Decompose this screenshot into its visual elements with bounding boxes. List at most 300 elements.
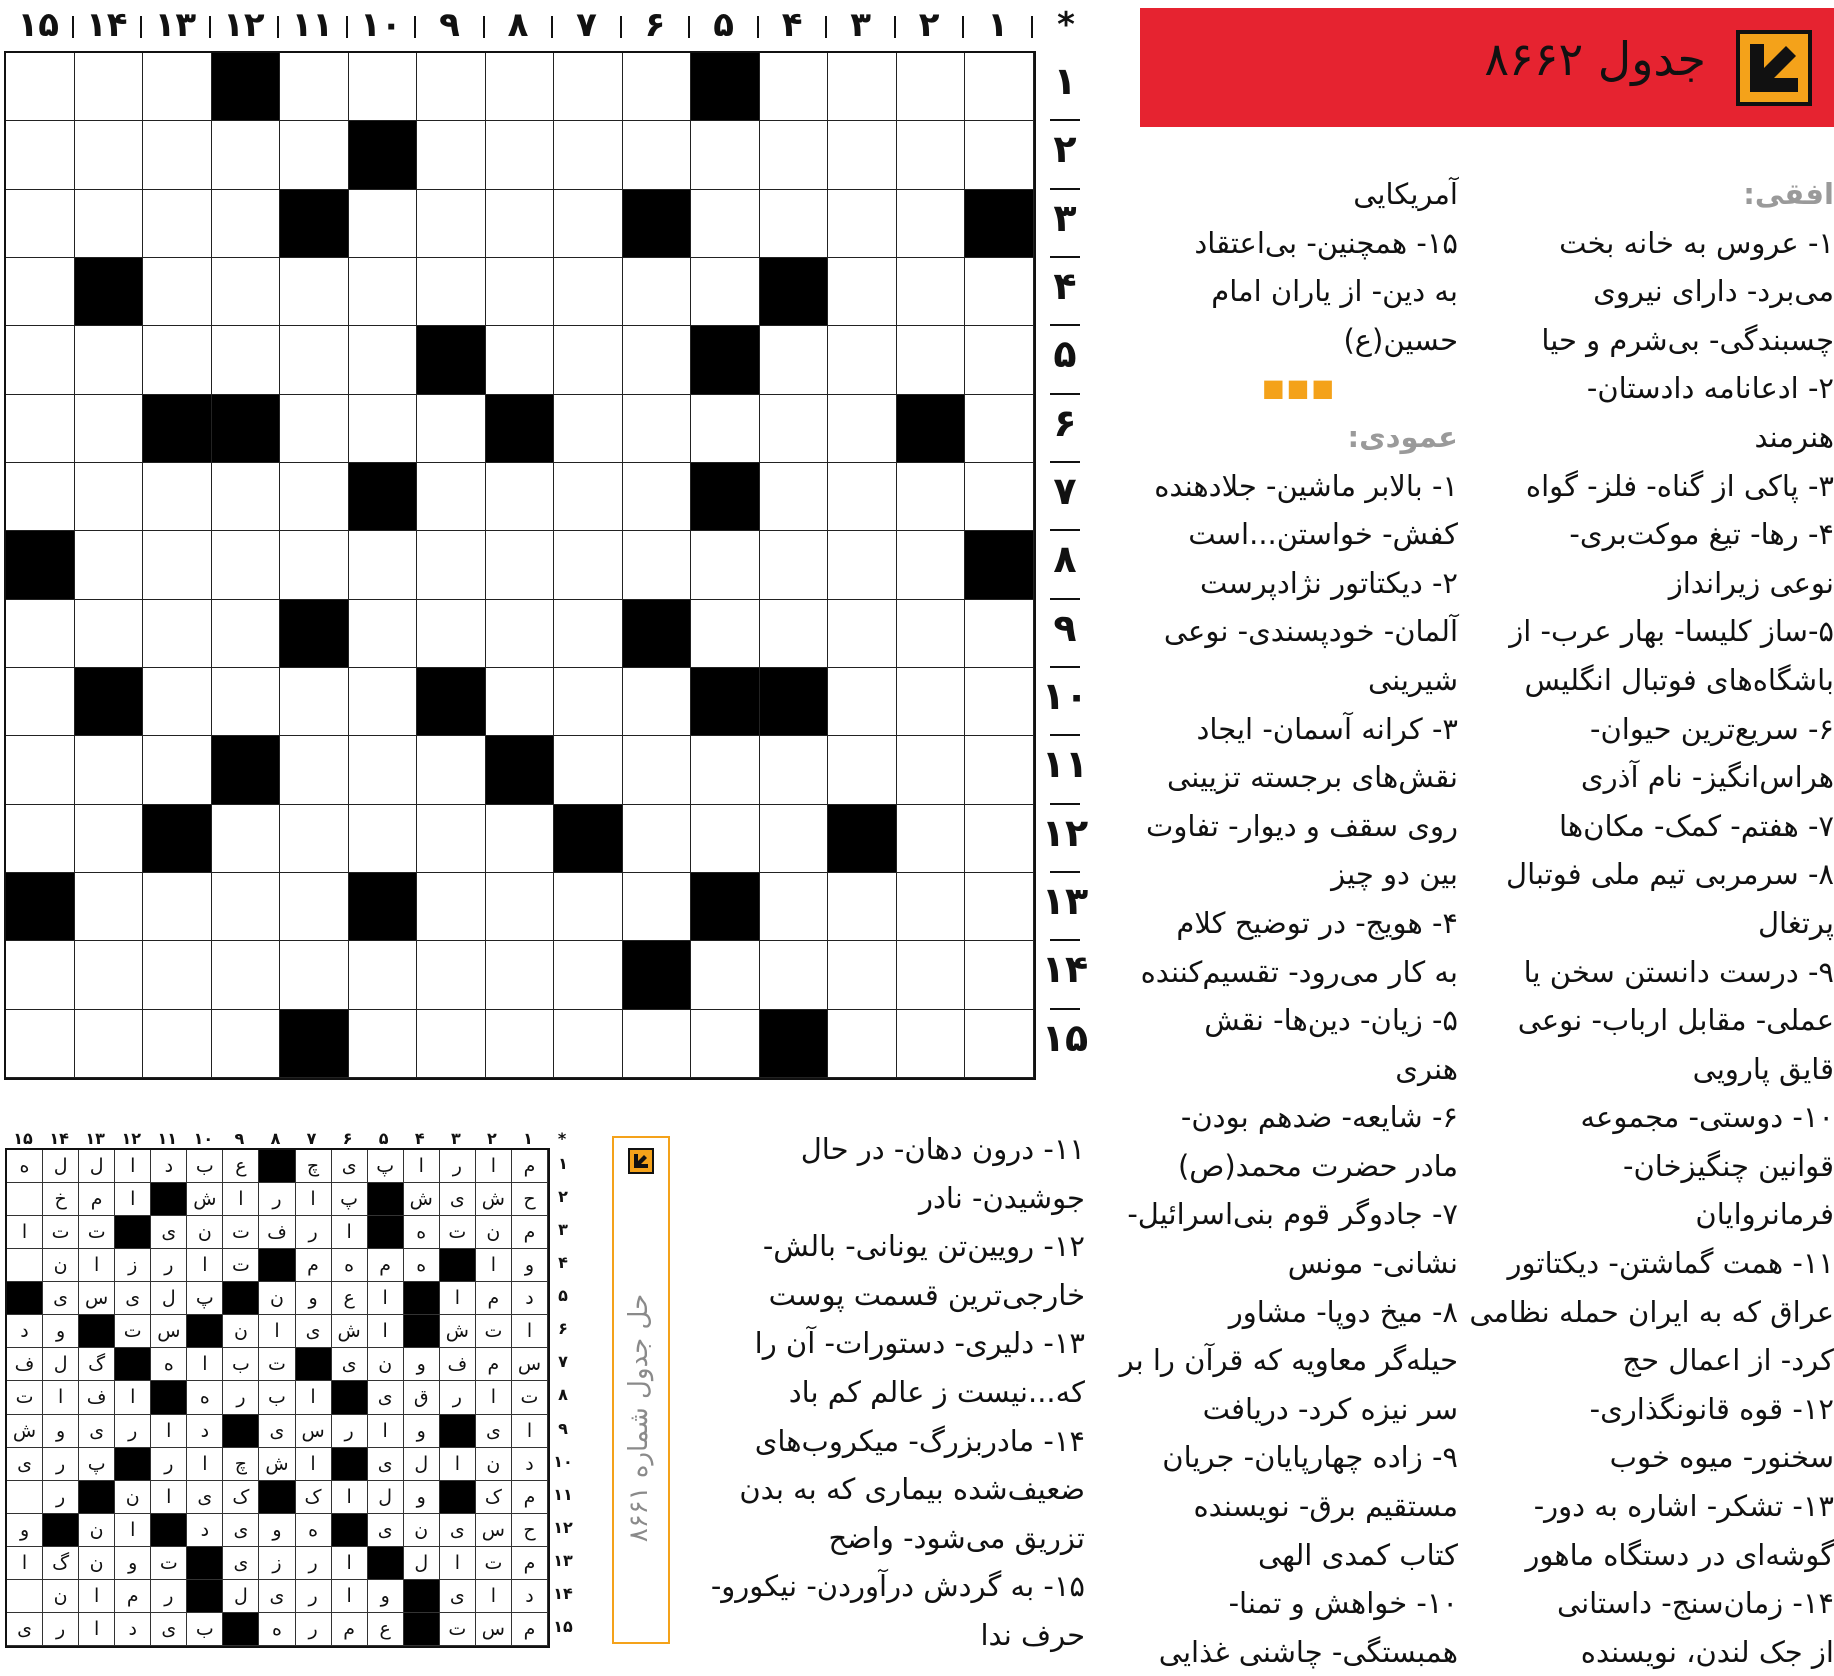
solution-cell — [151, 1514, 187, 1547]
solution-cell: چ — [296, 1150, 332, 1183]
grid-cell — [75, 600, 144, 668]
grid-cell — [6, 805, 75, 873]
solution-cell: ل — [151, 1282, 187, 1315]
solution-cell: ا — [476, 1381, 512, 1414]
grid-cell — [828, 463, 897, 531]
grid-cell — [965, 395, 1034, 463]
solution-cell: و — [404, 1415, 440, 1448]
grid-cell — [143, 53, 212, 121]
solution-cell: ا — [332, 1547, 368, 1580]
solution-cell: د — [187, 1514, 223, 1547]
solution-row-number: ۱۰ — [553, 1451, 573, 1471]
solution-cell: ا — [440, 1547, 476, 1580]
grid-cell — [349, 1010, 418, 1078]
solution-cell: ه — [332, 1249, 368, 1282]
solution-cell: م — [512, 1216, 548, 1249]
grid-cell — [965, 53, 1034, 121]
solution-column-number: ۱۱ — [157, 1129, 178, 1148]
grid-cell — [965, 463, 1034, 531]
solution-cell: ن — [476, 1216, 512, 1249]
solution-cell: ش — [187, 1183, 223, 1216]
solution-column-number: ۲ — [487, 1129, 497, 1148]
solution-cell: ا — [368, 1415, 404, 1448]
column-number: ۲ — [918, 5, 940, 45]
grid-cell — [760, 258, 829, 326]
grid-cell — [760, 121, 829, 189]
grid-cell — [349, 463, 418, 531]
column-number: ۱ — [987, 5, 1009, 45]
grid-cell — [75, 1010, 144, 1078]
solution-row-number: ۱۳ — [553, 1550, 573, 1570]
grid-cell — [6, 121, 75, 189]
solution-column-number: ۴ — [414, 1129, 425, 1148]
grid-cell — [486, 121, 555, 189]
solution-cell: ی — [259, 1415, 295, 1448]
grid-cell — [554, 190, 623, 258]
solution-cell: ر — [151, 1448, 187, 1481]
clue-line: ۱۱- همت گماشتن- دیکتاتور — [1507, 1246, 1834, 1281]
down-clues-continued — [705, 1125, 1085, 1660]
grid-cell — [212, 463, 281, 531]
solution-cell: ی — [296, 1315, 332, 1348]
clue-line: حیله‌گر معاویه که قرآن را بر — [1119, 1343, 1458, 1378]
grid-cell — [143, 326, 212, 394]
solution-cell: ا — [187, 1348, 223, 1381]
grid-cell — [897, 600, 966, 668]
solution-cell: ر — [332, 1415, 368, 1448]
grid-cell — [554, 1010, 623, 1078]
solution-cell: ب — [259, 1381, 295, 1414]
grid-cell — [6, 463, 75, 531]
solution-cell — [296, 1348, 332, 1381]
solution-cell — [404, 1315, 440, 1348]
grid-cell — [691, 736, 760, 804]
solution-cell: ی — [476, 1415, 512, 1448]
clue-line: عراق که به ایران حمله نظامی — [1469, 1294, 1834, 1329]
clue-line: عمودی: — [1347, 419, 1458, 454]
grid-cell — [965, 600, 1034, 668]
column-number: ۳ — [850, 5, 872, 45]
grid-cell — [897, 736, 966, 804]
solution-cell — [223, 1415, 259, 1448]
solution-cell: و — [404, 1481, 440, 1514]
grid-cell — [760, 873, 829, 941]
solution-cell: ا — [296, 1183, 332, 1216]
solution-row-number: ۸ — [558, 1385, 568, 1405]
solution-cell: م — [476, 1282, 512, 1315]
clue-line: ۵- زیان- دین‌ها- نقش — [1204, 1003, 1458, 1038]
clue-line: نوعی زیرانداز — [1668, 565, 1834, 600]
grid-cell — [143, 258, 212, 326]
clue-line: نشانی- مونس — [1287, 1246, 1458, 1281]
solution-cell: ی — [332, 1348, 368, 1381]
clue-line: سخنور- میوه خوب — [1609, 1440, 1834, 1475]
grid-cell — [417, 873, 486, 941]
solution-row-number: ۱۵ — [553, 1616, 573, 1636]
solution-cell — [79, 1315, 115, 1348]
solution-cell: ف — [79, 1381, 115, 1414]
grid-cell — [75, 941, 144, 1009]
column-separator — [483, 16, 485, 38]
grid-cell — [280, 1010, 349, 1078]
solution-cell: ت — [476, 1315, 512, 1348]
grid-cell — [623, 531, 692, 599]
solution-cell: ش — [259, 1448, 295, 1481]
grid-cell — [486, 736, 555, 804]
puzzle-header — [1140, 8, 1834, 127]
solution-cell: ا — [332, 1481, 368, 1514]
clue-line: هراس‌انگیز- نام آذری — [1580, 760, 1834, 795]
solution-cell: گ — [43, 1547, 79, 1580]
grid-cell — [965, 531, 1034, 599]
solution-column-number: ۵ — [378, 1129, 389, 1148]
solution-cell: د — [115, 1613, 151, 1646]
solution-cell: ر — [223, 1381, 259, 1414]
row-number: ۱۲ — [1041, 810, 1089, 855]
solution-column-number: ۱۳ — [85, 1129, 105, 1148]
solution-cell — [368, 1547, 404, 1580]
solution-cell: ا — [259, 1315, 295, 1348]
grid-cell — [760, 805, 829, 873]
clue-line: چسبندگی- بی‌شرم و حیا — [1541, 322, 1834, 357]
solution-cell: س — [151, 1315, 187, 1348]
row-separator — [1050, 188, 1080, 190]
solution-row-number: ۱۱ — [553, 1484, 573, 1504]
solution-cell: و — [512, 1249, 548, 1282]
solution-cell: ف — [7, 1348, 43, 1381]
grid-cell — [554, 805, 623, 873]
row-separator — [1050, 393, 1080, 395]
clue-line: مستقیم برق- نویسنده — [1193, 1489, 1458, 1524]
grid-cell — [6, 395, 75, 463]
solution-cell: ف — [259, 1216, 295, 1249]
solution-cell: ر — [151, 1580, 187, 1613]
solution-cell — [43, 1514, 79, 1547]
solution-cell: ن — [43, 1580, 79, 1613]
solution-cell: ت — [476, 1547, 512, 1580]
row-number: ۱۴ — [1041, 947, 1089, 992]
solution-cell: ر — [440, 1150, 476, 1183]
solution-cell — [404, 1282, 440, 1315]
solution-cell: د — [512, 1282, 548, 1315]
grid-cell — [212, 1010, 281, 1078]
solution-cell: ن — [115, 1481, 151, 1514]
grid-cell — [280, 53, 349, 121]
grid-cell — [486, 668, 555, 736]
column-separator — [757, 16, 759, 38]
grid-cell — [6, 190, 75, 258]
clue-line: ۳- پاکی از گناه- فلز- گواه — [1525, 468, 1834, 503]
solution-cell: ر — [296, 1547, 332, 1580]
column-separator — [894, 16, 896, 38]
grid-cell — [6, 531, 75, 599]
solution-cell: د — [7, 1315, 43, 1348]
solution-cell: ن — [187, 1216, 223, 1249]
solution-cell: ی — [79, 1415, 115, 1448]
grid-cell — [760, 395, 829, 463]
clue-line: ۱۲- رویین‌تن یونانی- بالش- — [762, 1229, 1085, 1264]
grid-cell — [143, 531, 212, 599]
grid-cell — [760, 463, 829, 531]
solution-column-number: ۹ — [234, 1129, 245, 1148]
grid-cell — [486, 258, 555, 326]
grid-cell — [554, 121, 623, 189]
grid-cell — [623, 121, 692, 189]
grid-cell — [486, 600, 555, 668]
solution-cell: گ — [79, 1348, 115, 1381]
solution-cell — [223, 1282, 259, 1315]
solution-cell: ت — [259, 1348, 295, 1381]
grid-cell — [417, 531, 486, 599]
solution-cell: س — [476, 1613, 512, 1646]
grid-cell — [760, 668, 829, 736]
grid-cell — [75, 531, 144, 599]
solution-cell: ل — [79, 1150, 115, 1183]
solution-cell: د — [512, 1448, 548, 1481]
grid-cell — [965, 668, 1034, 736]
grid-cell — [554, 463, 623, 531]
grid-cell — [486, 873, 555, 941]
grid-cell — [349, 668, 418, 736]
clue-line: ۱۲- قوه قانونگذاری- — [1589, 1391, 1834, 1426]
grid-cell — [280, 600, 349, 668]
clue-line: از جک لندن، نویسنده — [1580, 1634, 1834, 1669]
grid-cell — [349, 395, 418, 463]
solution-cell: ی — [151, 1216, 187, 1249]
solution-cell — [259, 1249, 295, 1282]
grid-cell — [897, 668, 966, 736]
solution-cell — [7, 1580, 43, 1613]
solution-cell: ا — [43, 1381, 79, 1414]
solution-cell: س — [476, 1514, 512, 1547]
solution-cell: ر — [296, 1216, 332, 1249]
grid-cell — [75, 121, 144, 189]
grid-cell — [623, 258, 692, 326]
grid-cell — [691, 668, 760, 736]
grid-cell — [623, 668, 692, 736]
grid-cell — [6, 326, 75, 394]
solution-cell: ه — [7, 1150, 43, 1183]
solution-cell: ا — [151, 1415, 187, 1448]
grid-cell — [349, 873, 418, 941]
solution-cell: ی — [7, 1448, 43, 1481]
solution-corner-symbol: * — [557, 1129, 567, 1148]
clue-line: ۱- بالابر ماشین- جلادهنده — [1154, 468, 1458, 503]
grid-cell — [212, 53, 281, 121]
grid-cell — [486, 805, 555, 873]
clue-line: حسین(ع) — [1343, 322, 1458, 357]
solution-cell — [7, 1183, 43, 1216]
solution-cell: ا — [115, 1183, 151, 1216]
grid-cell — [897, 805, 966, 873]
solution-cell: ا — [332, 1216, 368, 1249]
solution-cell: ا — [79, 1580, 115, 1613]
solution-cell — [440, 1481, 476, 1514]
solution-cell — [79, 1481, 115, 1514]
grid-cell — [554, 395, 623, 463]
clue-line: قایق پارویی — [1692, 1051, 1834, 1086]
row-number: ۱۱ — [1041, 742, 1089, 787]
solution-cell: و — [368, 1580, 404, 1613]
clue-line: ۱- عروس به خانه بخت — [1559, 225, 1834, 260]
solution-cell: ت — [223, 1249, 259, 1282]
grid-cell — [828, 326, 897, 394]
column-separator — [620, 16, 622, 38]
grid-cell — [212, 600, 281, 668]
arrow-corner-icon — [1736, 30, 1812, 106]
solution-cell: م — [512, 1150, 548, 1183]
solution-cell: ی — [151, 1613, 187, 1646]
grid-cell — [349, 531, 418, 599]
clue-line: ۱۵- به گردش درآوردن- نیکورو- — [710, 1569, 1085, 1604]
solution-cell: ش — [404, 1183, 440, 1216]
grid-cell — [212, 531, 281, 599]
clue-line: نقش‌های برجسته تزیینی — [1167, 760, 1458, 795]
row-separator — [1050, 666, 1080, 668]
row-number: ۵ — [1053, 332, 1077, 377]
solution-cell: پ — [332, 1183, 368, 1216]
grid-cell — [691, 395, 760, 463]
grid-cell — [212, 668, 281, 736]
solution-column-number: ۳ — [450, 1129, 461, 1148]
solution-cell — [440, 1249, 476, 1282]
grid-cell — [280, 121, 349, 189]
column-separator — [209, 16, 211, 38]
solution-column-number: ۱۲ — [121, 1129, 141, 1148]
clue-line: ۲- دیکتاتور نژادپرست — [1199, 565, 1458, 600]
row-number: ۹ — [1053, 605, 1077, 650]
clue-line: ۱۳- دلیری- دستورات- آن را — [754, 1326, 1085, 1361]
grid-cell — [417, 600, 486, 668]
clue-line: فرمانروایان — [1695, 1197, 1834, 1232]
solution-cell: ش — [476, 1183, 512, 1216]
solution-cell: ش — [332, 1315, 368, 1348]
grid-cell — [280, 190, 349, 258]
grid-cell — [691, 121, 760, 189]
solution-cell: ت — [512, 1381, 548, 1414]
grid-cell — [691, 53, 760, 121]
grid-cell — [760, 1010, 829, 1078]
solution-cell: ه — [404, 1249, 440, 1282]
grid-cell — [760, 326, 829, 394]
solution-cell: ی — [368, 1514, 404, 1547]
solution-cell: چ — [223, 1448, 259, 1481]
solution-cell: ب — [187, 1613, 223, 1646]
solution-cell — [187, 1547, 223, 1580]
solution-cell: س — [296, 1415, 332, 1448]
grid-cell — [828, 736, 897, 804]
grid-cell — [828, 805, 897, 873]
solution-title: حل جدول شماره ۸۶۶۱ — [624, 1293, 654, 1543]
solution-cell: ی — [259, 1580, 295, 1613]
grid-cell — [486, 941, 555, 1009]
column-number: ۱۲ — [223, 5, 265, 45]
solution-column-number: ۱۰ — [193, 1129, 214, 1148]
clue-line: گوشه‌ای در دستگاه ماهور — [1525, 1537, 1834, 1572]
clue-line: بین دو چیز — [1331, 857, 1458, 892]
grid-cell — [691, 873, 760, 941]
clue-line: تزریق می‌شود- واضح — [828, 1520, 1085, 1555]
clue-line: ۵-ساز کلیسا- بهار عرب- از — [1509, 614, 1834, 649]
grid-cell — [623, 190, 692, 258]
solution-cell: ر — [440, 1381, 476, 1414]
solution-cell: ت — [440, 1216, 476, 1249]
solution-cell: م — [332, 1613, 368, 1646]
grid-cell — [143, 1010, 212, 1078]
solution-cell: ه — [296, 1514, 332, 1547]
grid-cell — [280, 805, 349, 873]
grid-cell — [417, 1010, 486, 1078]
clue-line: قوانین چنگیزخان- — [1623, 1148, 1834, 1183]
grid-cell — [417, 805, 486, 873]
grid-cell — [828, 395, 897, 463]
grid-cell — [828, 873, 897, 941]
grid-cell — [691, 941, 760, 1009]
clue-line: کرد- از اعمال حج — [1622, 1343, 1834, 1378]
grid-cell — [828, 258, 897, 326]
solution-cell: ا — [79, 1249, 115, 1282]
solution-cell: ح — [512, 1514, 548, 1547]
clue-line: سر نیزه کرد- دریافت — [1202, 1391, 1458, 1426]
solution-cell: ه — [187, 1381, 223, 1414]
grid-cell — [6, 668, 75, 736]
grid-cell — [828, 531, 897, 599]
solution-cell — [440, 1415, 476, 1448]
solution-cell: ق — [404, 1381, 440, 1414]
clue-line: آمریکایی — [1353, 177, 1458, 211]
clue-line: باشگاه‌های فوتبال انگلیس — [1524, 662, 1834, 697]
grid-cell — [6, 736, 75, 804]
row-separator — [1050, 803, 1080, 805]
row-number: ۸ — [1053, 537, 1077, 582]
grid-cell — [965, 873, 1034, 941]
solution-cell: ا — [151, 1481, 187, 1514]
grid-cell — [349, 600, 418, 668]
solution-column-number: ۱۵ — [13, 1129, 33, 1148]
solution-cell: ر — [296, 1580, 332, 1613]
solution-cell: ی — [115, 1282, 151, 1315]
solution-column-number: ۱ — [523, 1129, 533, 1148]
solution-column-number: ۶ — [342, 1129, 353, 1148]
grid-cell — [349, 941, 418, 1009]
clue-line: مادر حضرت محمد(ص) — [1177, 1148, 1458, 1183]
grid-cell — [6, 53, 75, 121]
solution-cell — [259, 1481, 295, 1514]
grid-cell — [349, 326, 418, 394]
grid-cell — [280, 531, 349, 599]
grid-cell — [486, 53, 555, 121]
grid-cell — [75, 668, 144, 736]
clue-line: ۸- سرمربی تیم ملی فوتبال — [1506, 857, 1834, 892]
grid-cell — [691, 531, 760, 599]
clue-line: خارجی‌ترین قسمت پوست — [768, 1277, 1085, 1312]
column-number: ۴ — [781, 5, 803, 45]
row-number: ۲ — [1053, 127, 1077, 172]
solution-cell: م — [512, 1547, 548, 1580]
solution-cell: ا — [512, 1315, 548, 1348]
solution-row-number: ۱ — [558, 1154, 568, 1173]
solution-row-number: ۱۴ — [553, 1583, 573, 1603]
solution-column-number: ۱۴ — [49, 1129, 69, 1148]
grid-cell — [75, 463, 144, 531]
grid-cell — [417, 121, 486, 189]
grid-cell — [623, 53, 692, 121]
grid-cell — [760, 53, 829, 121]
clue-line: ۴- رها- تیغ موکت‌بری- — [1569, 517, 1834, 552]
grid-cell — [623, 463, 692, 531]
clue-line: ۸- میخ دوپا- مشاور — [1228, 1294, 1458, 1329]
clue-line: ۹- زاده چهارپایان- جریان — [1162, 1440, 1458, 1475]
